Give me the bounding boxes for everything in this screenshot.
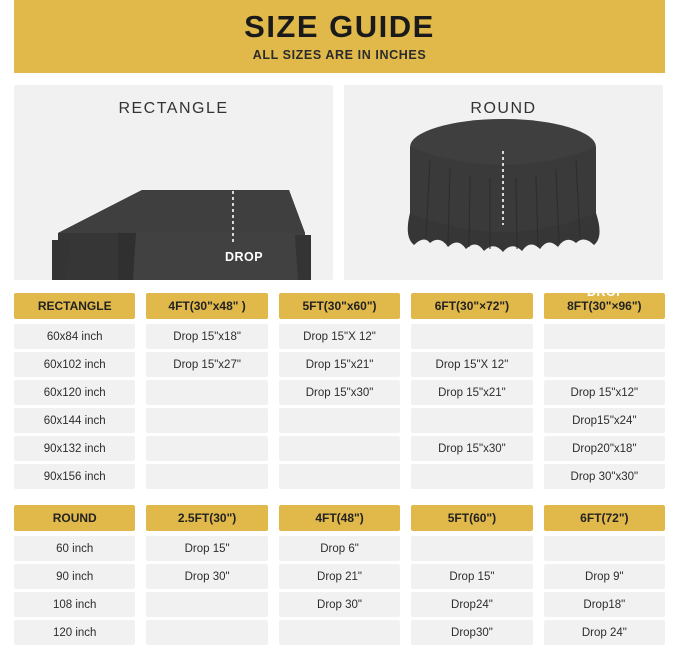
rect-col1-cell0: Drop 15"x18" xyxy=(146,324,267,349)
round-col3-cell3: Drop30" xyxy=(411,620,532,645)
page-title: SIZE GUIDE xyxy=(244,9,435,44)
rect-col0-cell0: 60x84 inch xyxy=(14,324,135,349)
rect-col1-cell4 xyxy=(146,436,267,461)
round-tablecloth-icon xyxy=(344,85,663,280)
rect-col1-cell1: Drop 15"x27" xyxy=(146,352,267,377)
round-col4-cell3: Drop 24" xyxy=(544,620,665,645)
round-col3-cell1: Drop 15" xyxy=(411,564,532,589)
round-col1-cell2 xyxy=(146,592,267,617)
rect-col3-cell3 xyxy=(411,408,532,433)
rect-col2-cell2: Drop 15"x30" xyxy=(279,380,400,405)
rect-col4-cell0 xyxy=(544,324,665,349)
rect-column-2 xyxy=(279,293,400,492)
round-col1-cell3 xyxy=(146,620,267,645)
round-col2-header: 4FT(48") xyxy=(279,505,400,531)
round-col3-cell0 xyxy=(411,536,532,561)
rect-col1-cell3 xyxy=(146,408,267,433)
rect-col2-header: 5FT(30"x60") xyxy=(279,293,400,319)
round-col4-header: 6FT(72") xyxy=(544,505,665,531)
rectangle-tablecloth-icon xyxy=(14,85,333,280)
round-column-1 xyxy=(146,505,267,648)
rect-col4-cell5: Drop 30"x30" xyxy=(544,464,665,489)
round-col2-cell0: Drop 6" xyxy=(279,536,400,561)
round-col4-cell0 xyxy=(544,536,665,561)
rect-col3-header: 6FT(30"×72") xyxy=(411,293,532,319)
rect-col1-cell5 xyxy=(146,464,267,489)
rect-column-3 xyxy=(411,293,532,492)
rect-column-0 xyxy=(14,293,135,492)
round-column-2 xyxy=(279,505,400,648)
rectangle-illustration-panel xyxy=(14,85,333,280)
rect-col2-cell0: Drop 15"X 12" xyxy=(279,324,400,349)
round-col3-cell2: Drop24" xyxy=(411,592,532,617)
rect-col4-cell3: Drop15"x24" xyxy=(544,408,665,433)
page-subtitle: ALL SIZES ARE IN INCHES xyxy=(252,48,427,62)
round-panel-title: ROUND xyxy=(470,100,537,117)
rect-col0-header: RECTANGLE xyxy=(14,293,135,319)
rect-col3-cell1: Drop 15"X 12" xyxy=(411,352,532,377)
round-col2-cell3 xyxy=(279,620,400,645)
round-column-4 xyxy=(544,505,665,648)
round-col0-header: ROUND xyxy=(14,505,135,531)
round-size-table xyxy=(0,505,679,648)
rect-col4-cell2: Drop 15"x12" xyxy=(544,380,665,405)
round-col0-cell0: 60 inch xyxy=(14,536,135,561)
rect-col2-cell3 xyxy=(279,408,400,433)
round-col4-cell2: Drop18" xyxy=(544,592,665,617)
rectangle-drop-label: DROP xyxy=(225,250,264,264)
round-col0-cell2: 108 inch xyxy=(14,592,135,617)
rect-col0-cell1: 60x102 inch xyxy=(14,352,135,377)
rect-col2-cell1: Drop 15"x21" xyxy=(279,352,400,377)
illustration-panels xyxy=(0,73,679,299)
rect-col3-cell5 xyxy=(411,464,532,489)
rect-col4-cell4: Drop20"x18" xyxy=(544,436,665,461)
rect-col0-cell3: 60x144 inch xyxy=(14,408,135,433)
rect-col2-cell4 xyxy=(279,436,400,461)
header-left-spacer xyxy=(0,0,14,73)
round-column-3 xyxy=(411,505,532,648)
rect-col4-cell1 xyxy=(544,352,665,377)
rect-col4-header: 8FT(30"×96") xyxy=(544,293,665,319)
rect-col3-cell4: Drop 15"x30" xyxy=(411,436,532,461)
rect-col1-cell2 xyxy=(146,380,267,405)
round-col1-cell0: Drop 15" xyxy=(146,536,267,561)
header-banner xyxy=(0,0,679,73)
header-right-spacer xyxy=(665,0,679,73)
round-column-0 xyxy=(14,505,135,648)
rectangle-size-table xyxy=(0,293,679,492)
round-col2-cell1: Drop 21" xyxy=(279,564,400,589)
round-col4-cell1: Drop 9" xyxy=(544,564,665,589)
round-col0-cell1: 90 inch xyxy=(14,564,135,589)
rect-col1-header: 4FT(30"x48" ) xyxy=(146,293,267,319)
rect-col3-cell0 xyxy=(411,324,532,349)
rect-col3-cell2: Drop 15"x21" xyxy=(411,380,532,405)
round-col1-header: 2.5FT(30") xyxy=(146,505,267,531)
round-drop-label: DROP xyxy=(587,285,626,299)
rect-col0-cell5: 90x156 inch xyxy=(14,464,135,489)
round-col3-header: 5FT(60") xyxy=(411,505,532,531)
round-col2-cell2: Drop 30" xyxy=(279,592,400,617)
rect-col2-cell5 xyxy=(279,464,400,489)
round-illustration-panel xyxy=(344,85,663,299)
rect-col0-cell4: 90x132 inch xyxy=(14,436,135,461)
round-col0-cell3: 120 inch xyxy=(14,620,135,645)
rect-column-1 xyxy=(146,293,267,492)
round-col1-cell1: Drop 30" xyxy=(146,564,267,589)
rect-column-4 xyxy=(544,293,665,492)
rect-col0-cell2: 60x120 inch xyxy=(14,380,135,405)
rectangle-panel-title: RECTANGLE xyxy=(118,100,229,117)
